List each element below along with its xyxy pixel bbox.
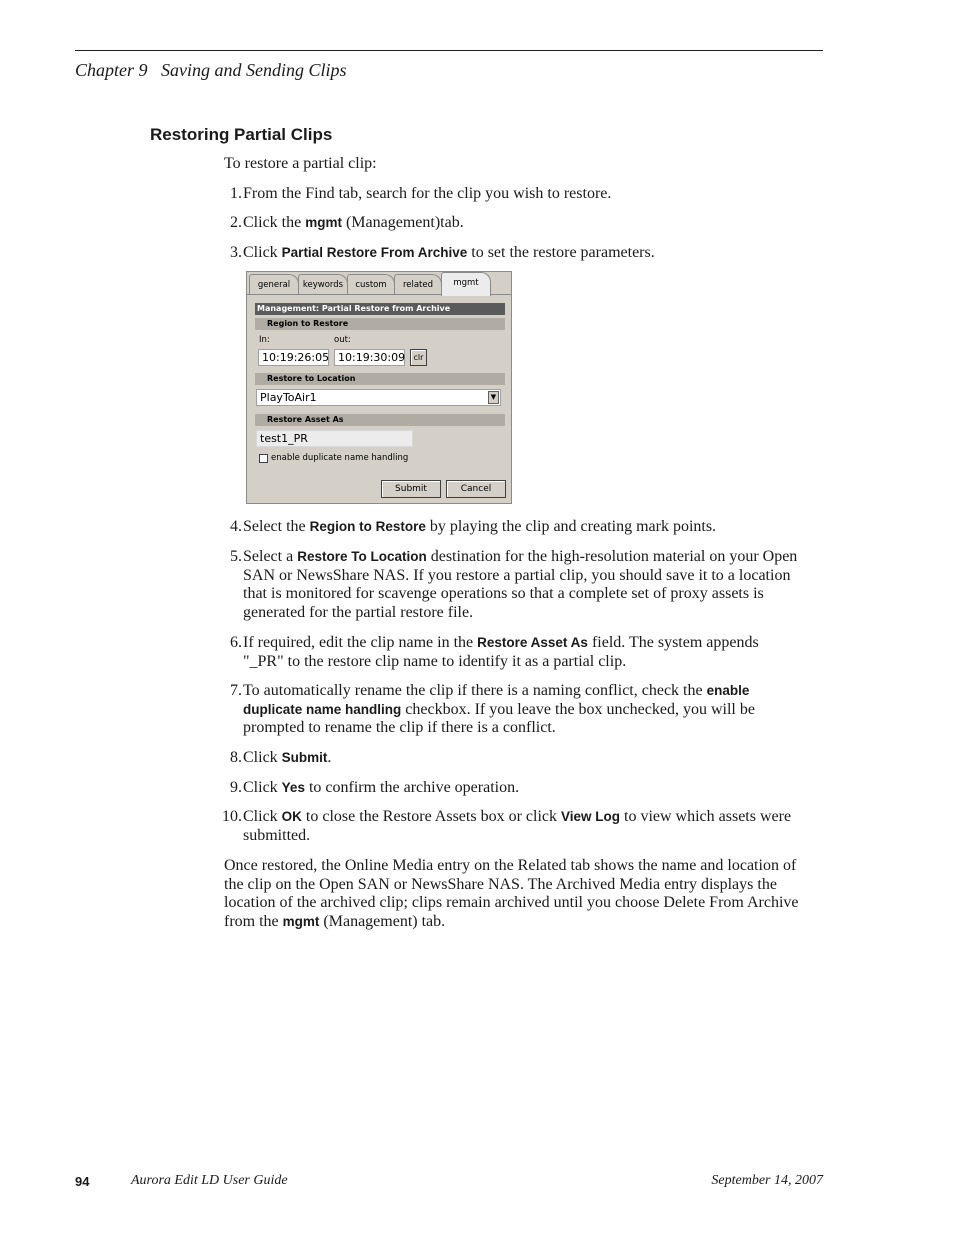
ui-term: View Log xyxy=(560,809,620,824)
ui-term: Restore Asset As xyxy=(477,635,588,650)
page-number: 94 xyxy=(75,1174,90,1189)
intro-text: To restore a partial clip: xyxy=(224,155,377,172)
step-text: To automatically rename the clip if there is a naming conflict, check the enable duplicate name handling checkbox. If you leave the box unchecked, you will be prompted to rename the clip if there is a conflict. xyxy=(243,682,755,736)
in-timecode-field[interactable]: 10:19:26:05 xyxy=(258,349,329,366)
step-text: Click Submit. xyxy=(243,749,332,766)
checkbox-label: enable duplicate name handling xyxy=(271,453,409,463)
step-number: 7. xyxy=(230,682,242,699)
step-text: Click the mgmt (Management)tab. xyxy=(243,214,464,231)
step-number: 8. xyxy=(230,749,242,766)
submit-button[interactable]: Submit xyxy=(381,480,441,498)
step-text: If required, edit the clip name in the Restore Asset As field. The system appends "_PR" to the restore clip name to identify it as a partial clip. xyxy=(243,634,759,670)
location-value: PlayToAir1 xyxy=(260,391,317,404)
partial-restore-dialog xyxy=(246,271,512,504)
step-text: Click OK to close the Restore Assets box or click View Log to view which assets were submitted. xyxy=(243,808,792,844)
out-timecode-field[interactable]: 10:19:30:09 xyxy=(334,349,405,366)
panel-title: Management: Partial Restore from Archive xyxy=(255,303,505,315)
step-number: 1. xyxy=(230,185,242,202)
step-number: 4. xyxy=(230,518,242,535)
step-number: 3. xyxy=(230,244,242,261)
step-text: From the Find tab, search for the clip you wish to restore. xyxy=(243,185,612,202)
chevron-down-icon[interactable]: ▼ xyxy=(488,391,499,404)
step-text: Click Partial Restore From Archive to set the restore parameters. xyxy=(243,244,655,261)
tab-related[interactable]: related xyxy=(394,274,442,294)
header-rule xyxy=(75,50,823,51)
step-number: 9. xyxy=(230,779,242,796)
tab-general[interactable]: general xyxy=(249,274,299,294)
step-number: 10. xyxy=(222,808,242,825)
footer-date: September 14, 2007 xyxy=(711,1173,823,1188)
duplicate-handling-checkbox[interactable] xyxy=(259,454,268,463)
asset-name-field[interactable]: test1_PR xyxy=(256,430,413,447)
step-number: 6. xyxy=(230,634,242,651)
out-label: out: xyxy=(334,335,351,345)
step-number: 2. xyxy=(230,214,242,231)
tab-mgmt[interactable]: mgmt xyxy=(441,272,491,296)
step-number: 5. xyxy=(230,548,242,565)
ui-term: Restore To Location xyxy=(297,549,427,564)
chapter-heading: Chapter 9 Saving and Sending Clips xyxy=(75,60,347,80)
ui-term: Submit xyxy=(281,750,328,765)
in-label: In: xyxy=(259,335,270,345)
ui-term: OK xyxy=(281,809,302,824)
ui-term: enable duplicate name handling xyxy=(243,683,750,717)
tab-keywords[interactable]: keywords xyxy=(298,274,348,294)
ui-term: mgmt xyxy=(282,913,320,929)
tab-custom[interactable]: custom xyxy=(347,274,395,294)
location-header: Restore to Location xyxy=(255,373,505,385)
region-header: Region to Restore xyxy=(255,318,505,330)
ui-term: mgmt xyxy=(305,215,342,230)
cancel-button[interactable]: Cancel xyxy=(446,480,506,498)
ui-term: Partial Restore From Archive xyxy=(281,245,468,260)
ui-term: Yes xyxy=(281,780,305,795)
closing-paragraph: Once restored, the Online Media entry on the Related tab shows the name and location of the clip on the Open SAN or NewsShare NAS. The Archived Media entry displays the location of the archived clip; clips remain archived until you choose Delete From Archive from the mgmt (Management) tab. xyxy=(224,857,799,930)
location-dropdown[interactable] xyxy=(256,389,501,406)
ui-term: Region to Restore xyxy=(309,519,426,534)
clear-button[interactable]: clr xyxy=(410,349,427,366)
asset-header: Restore Asset As xyxy=(255,414,505,426)
guide-title: Aurora Edit LD User Guide xyxy=(131,1173,288,1188)
step-text: Click Yes to confirm the archive operation. xyxy=(243,779,520,796)
step-text: Select a Restore To Location destination for the high-resolution material on your Open SAN or NewsShare NAS. If you restore a partial clip, you should save it to a location that is monitored for scavenge operations so that a complete set of proxy assets is generated for the partial restore file. xyxy=(243,548,798,621)
step-text: Select the Region to Restore by playing the clip and creating mark points. xyxy=(243,518,717,535)
section-title: Restoring Partial Clips xyxy=(150,125,333,144)
